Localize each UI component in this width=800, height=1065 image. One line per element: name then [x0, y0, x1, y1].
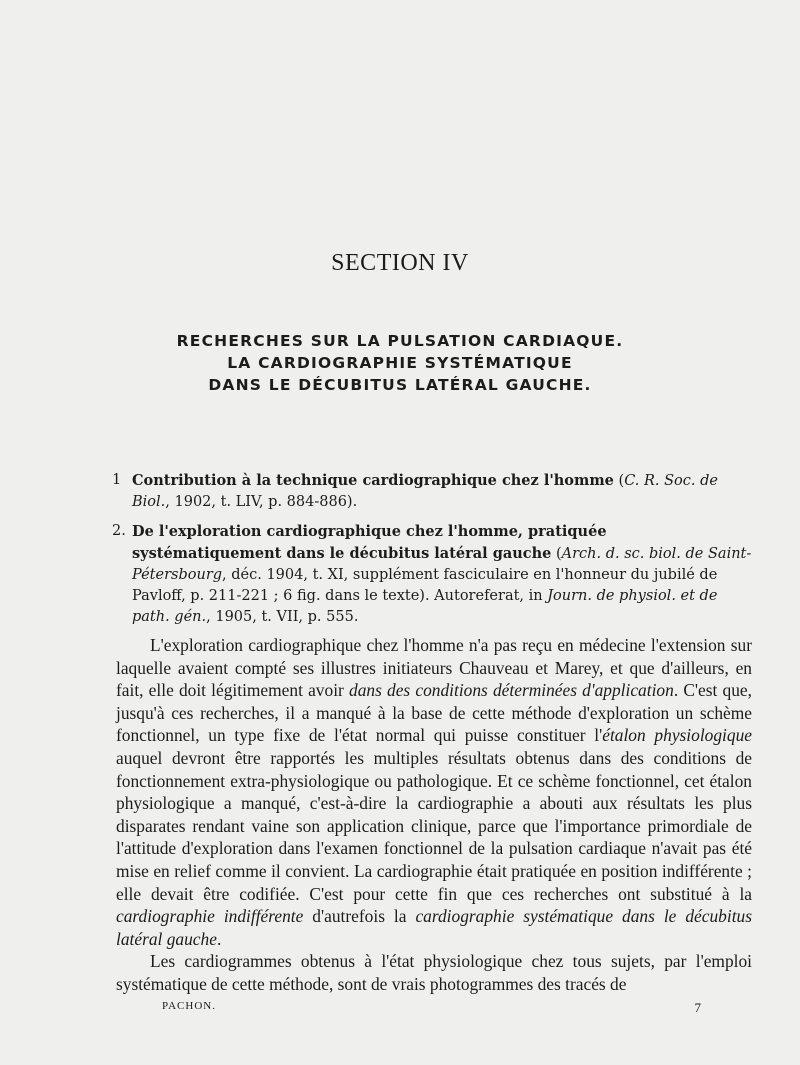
- italic-run: étalon physiologique: [602, 725, 753, 746]
- subtitle-line-2: LA CARDIOGRAPHIE SYSTÉMATIQUE: [227, 354, 573, 372]
- footer-author: PACHON.: [162, 1000, 216, 1012]
- reference-details: , déc. 1904, t. XI, supplément fasciculaire en l'honneur du jubilé de Pavloff, p. 211-221 ; 6 fig. dans le texte). Autoreferat, in: [132, 567, 718, 604]
- paragraph-2: Les cardiogrammes obtenus à l'état physiologique chez tous sujets, par l'emploi systématique de cette méthode, sont de vrais photogrammes des tracés de: [116, 951, 752, 994]
- subtitle-line-3: DANS LE DÉCUBITUS LATÉRAL GAUCHE.: [208, 376, 592, 394]
- reference-number: 2.: [112, 523, 126, 539]
- reference-details-2: , 1905, t. VII, p. 555.: [206, 609, 359, 625]
- paragraph-1: [116, 634, 752, 950]
- reference-punct: (: [613, 473, 625, 489]
- reference-list: [112, 470, 757, 636]
- body-text: [116, 634, 752, 996]
- reference-item: [112, 470, 757, 513]
- text-run: .: [216, 928, 222, 949]
- reference-item: [112, 521, 757, 628]
- page-number: 7: [694, 1000, 702, 1015]
- subtitle-line-1: RECHERCHES SUR LA PULSATION CARDIAQUE.: [176, 332, 624, 350]
- reference-details: , 1902, t. LIV, p. 884-886).: [165, 494, 358, 510]
- reference-journal: Arch. d. sc. biol. de Saint-Pétersbourg: [132, 546, 752, 583]
- reference-journal: C. R. Soc. de Biol.: [132, 473, 718, 510]
- reference-punct: (: [551, 546, 562, 562]
- chapter-subtitle: [0, 330, 800, 396]
- reference-number: 1: [112, 472, 122, 488]
- reference-journal-2: Journ. de physiol. et de path. gén.: [132, 588, 718, 625]
- text-run: d'autrefois la: [303, 906, 416, 927]
- text-run: auquel devront être rapportés les multiples résultats obtenus dans des conditions de fonctionnement extra-physiologique ou pathologique. Et ce schème fonctionnel, cet étalon physiologique a manqué, c'est-à-dire la cardiographie a abouti aux résultats les plus disparates rendant vaine son application clinique, parce que l'importance primordiale de l'attitude d'exploration dans l'examen fonctionnel de la pulsation cardiaque n'avait pas été mise en relief comme il convient. La cardiographie était pratiquée en position indifférente ; elle devait être codifiée. C'est pour cette fin que ces recherches ont substitué à la: [116, 747, 752, 904]
- text-run: L'exploration cardiographique chez l'homme n'a pas reçu en médecine l'extension sur laquelle avaient compté ses illustres initiateurs Chauveau et Marey, et que d'ailleurs, en fait, elle doit légitimement avoir: [116, 635, 752, 701]
- text-run: . C'est que, jusqu'à ces recherches, il a manqué à la base de cette méthode d'exploration un schème fonctionnel, un type fixe de l'état normal qui puisse constituer l': [116, 680, 752, 746]
- section-title: SECTION IV: [331, 250, 469, 276]
- reference-title: Contribution à la technique cardiographique chez l'homme: [132, 472, 614, 489]
- italic-run: cardiographie indifférente: [116, 906, 304, 927]
- reference-title: De l'exploration cardiographique chez l'homme, pratiquée systématiquement dans le décubitus latéral gauche: [132, 523, 607, 562]
- italic-run: cardiographie systématique dans le décubitus latéral gauche: [116, 906, 753, 949]
- italic-run: dans des conditions déterminées d'application: [349, 680, 674, 701]
